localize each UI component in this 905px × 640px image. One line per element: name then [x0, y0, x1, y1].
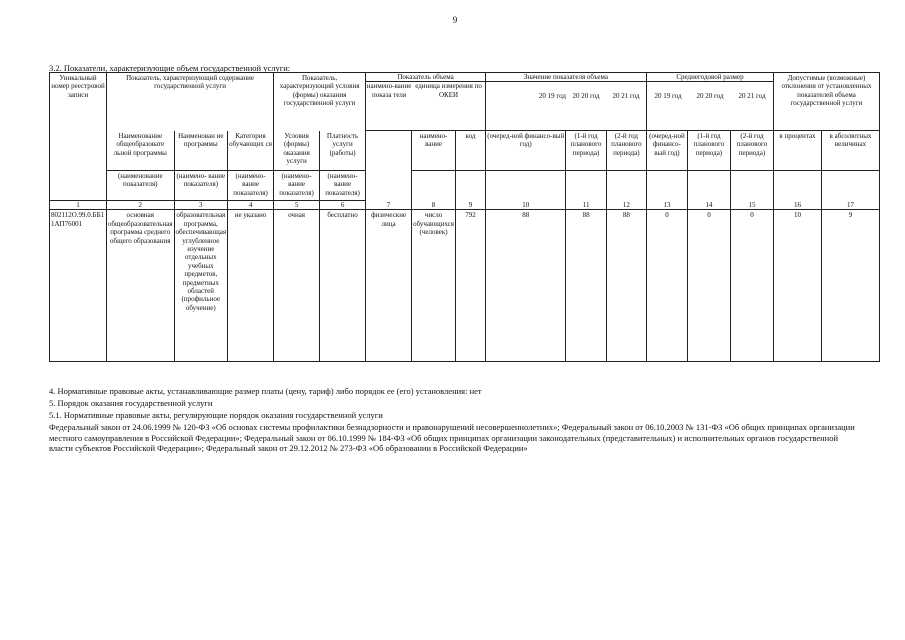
cell-unit-name: число обучающихся (человек): [412, 210, 456, 362]
cell-avg-1: 0: [646, 210, 687, 362]
col-num: 3: [174, 201, 228, 210]
cell-value-1: 88: [485, 210, 566, 362]
cell-program: основная общеобразовательная программа среднего общего образования: [107, 210, 175, 362]
laws-paragraph: Федеральный закон от 24.06.1999 № 120-ФЗ «Об основах системы профилактики безнадзорности и правонарушений несовершеннолетних»; Федеральный закон от 06.10.2003 № 131-ФЗ «Об общих принципах организации местного самоуправления в Российской Федерации»; Федеральный закон от 06.10.1999 № 184-ФЗ «Об общих принципах организации законодательных (представительных) и исполнительных органов государственной власти субъектов Российской Федерации»; Федеральный закон от 29.12.2012 № 273-ФЗ «Об образовании в Российской Федерации»: [49, 422, 855, 453]
empty-17: [821, 171, 879, 201]
avg-group-title: Среднегодовой размер: [647, 73, 773, 82]
indicator-note-5: (наимено- вание показателя): [274, 171, 320, 201]
header-period-6: (2-й год планового периода): [730, 131, 773, 171]
cell-avg-3: 0: [730, 210, 773, 362]
col-num: 14: [687, 201, 730, 210]
indicator-note-2: (наименование показателя): [107, 171, 175, 201]
value-year-1: 20 19 год: [538, 92, 566, 101]
header-period-2: (1-й год планового периода): [566, 131, 606, 171]
empty-10: [485, 171, 566, 201]
header-deviation-absolute: в абсолютных величинах: [821, 131, 879, 171]
col-num: 13: [646, 201, 687, 210]
col-num: 10: [485, 201, 566, 210]
avg-year-2: 20 20 год: [696, 92, 724, 101]
column-number-row: [50, 201, 880, 210]
avg-year-1: 20 19 год: [654, 92, 682, 101]
header-program-name: Наименован ие программы: [174, 131, 228, 171]
header-avg-group: [646, 73, 773, 131]
header-unit-name: наимено-вание: [412, 131, 456, 171]
cell-form: очная: [274, 210, 320, 362]
col-num: 4: [228, 201, 274, 210]
empty-9: [455, 171, 485, 201]
cell-category: не указано: [228, 210, 274, 362]
volume-group-title: Показатель объема: [366, 73, 485, 82]
header-period-1: (очеред-ной финансо-вый год): [485, 131, 566, 171]
section-5-1-heading: 5.1. Нормативные правовые акты, регулирующие порядок оказания государственной услуги: [49, 410, 383, 420]
header-period-4: (очеред-ной финансо-вый год): [646, 131, 687, 171]
volume-indicator-name-header: наимено-вание показа теля: [366, 82, 412, 99]
section-heading: 3.2. Показатели, характеризующие объем государственной услуги:: [49, 63, 291, 73]
cell-program-name: образовательная программа, обеспечивающая углубленное изучение отдельных учебных предметов, предметных областей (профильное обучение): [174, 210, 228, 362]
avg-year-3: 20 21 год: [738, 92, 766, 101]
header-content-group: Показатель, характеризующий содержание государственной услуги: [107, 73, 274, 131]
value-year-2: 20 20 год: [572, 92, 600, 101]
col-num: 7: [366, 201, 412, 210]
header-value-group: [485, 73, 646, 131]
header-deviation-group: Допустимые (возможные) отклонения от установленных показателей объема государственной услуги: [773, 73, 879, 131]
volume-indicators-table: [49, 72, 880, 362]
col-num: 5: [274, 201, 320, 210]
cell-dev-absolute: 9: [821, 210, 879, 362]
cell-avg-2: 0: [687, 210, 730, 362]
col-num: 15: [730, 201, 773, 210]
col-num: 16: [773, 201, 821, 210]
col-num: 17: [821, 201, 879, 210]
header-unique-number: Уникальный номер реестровой записи: [50, 73, 107, 201]
col-num: 9: [455, 201, 485, 210]
indicator-note-4: (наимено- вание показателя): [228, 171, 274, 201]
header-period-3: (2-й год планового периода): [606, 131, 646, 171]
unit-okei-header: единица измерения по ОКЕИ: [415, 82, 482, 99]
value-year-3: 20 21 год: [612, 92, 640, 101]
header-program: Наименование общеобразовате льной программы: [107, 131, 175, 171]
header-volume-group: [366, 73, 486, 131]
cell-value-3: 88: [606, 210, 646, 362]
empty-7: [366, 171, 412, 201]
header-unit-code: код: [455, 131, 485, 171]
empty-8: [412, 171, 456, 201]
page-number: 9: [452, 15, 458, 25]
empty-16: [773, 171, 821, 201]
col-num: 2: [107, 201, 175, 210]
header-form: Условия (формы) оказания услуги: [274, 131, 320, 171]
indicator-note-6: (наимено- вание показателя): [320, 171, 366, 201]
col-num: 6: [320, 201, 366, 210]
col-num: 12: [606, 201, 646, 210]
cell-indicator: физические лица: [366, 210, 412, 362]
cell-payment: бесплатно: [320, 210, 366, 362]
col-num: 1: [50, 201, 107, 210]
cell-dev-percent: 10: [773, 210, 821, 362]
cell-unique-number: 802112О.99.0.ББ11АП76001: [50, 210, 107, 362]
section-5-heading: 5. Порядок оказания государственной услуги: [49, 398, 213, 408]
empty-12: [606, 171, 646, 201]
col-num: 11: [566, 201, 606, 210]
empty-13: [646, 171, 687, 201]
header-deviation-percent: в процентах: [773, 131, 821, 171]
header-volume-name-cont: [366, 131, 412, 171]
empty-11: [566, 171, 606, 201]
cell-value-2: 88: [566, 210, 606, 362]
empty-14: [687, 171, 730, 201]
cell-unit-code: 792: [455, 210, 485, 362]
header-conditions-group: Показатель, характеризующий условия (формы) оказания государственной услуги: [274, 73, 366, 131]
section-4-text: 4. Нормативные правовые акты, устанавливающие размер платы (цену, тариф) либо порядок ее (его) установления: нет: [49, 386, 482, 396]
col-num: 8: [412, 201, 456, 210]
header-period-5: (1-й год планового периода): [687, 131, 730, 171]
indicator-note-3: (наимено- вание показателя): [174, 171, 228, 201]
header-category: Категория обучающих ся: [228, 131, 274, 171]
empty-15: [730, 171, 773, 201]
value-group-title: Значение показателя объема: [486, 73, 646, 82]
table-row: [50, 210, 880, 362]
header-payment: Платность услуги (работы): [320, 131, 366, 171]
